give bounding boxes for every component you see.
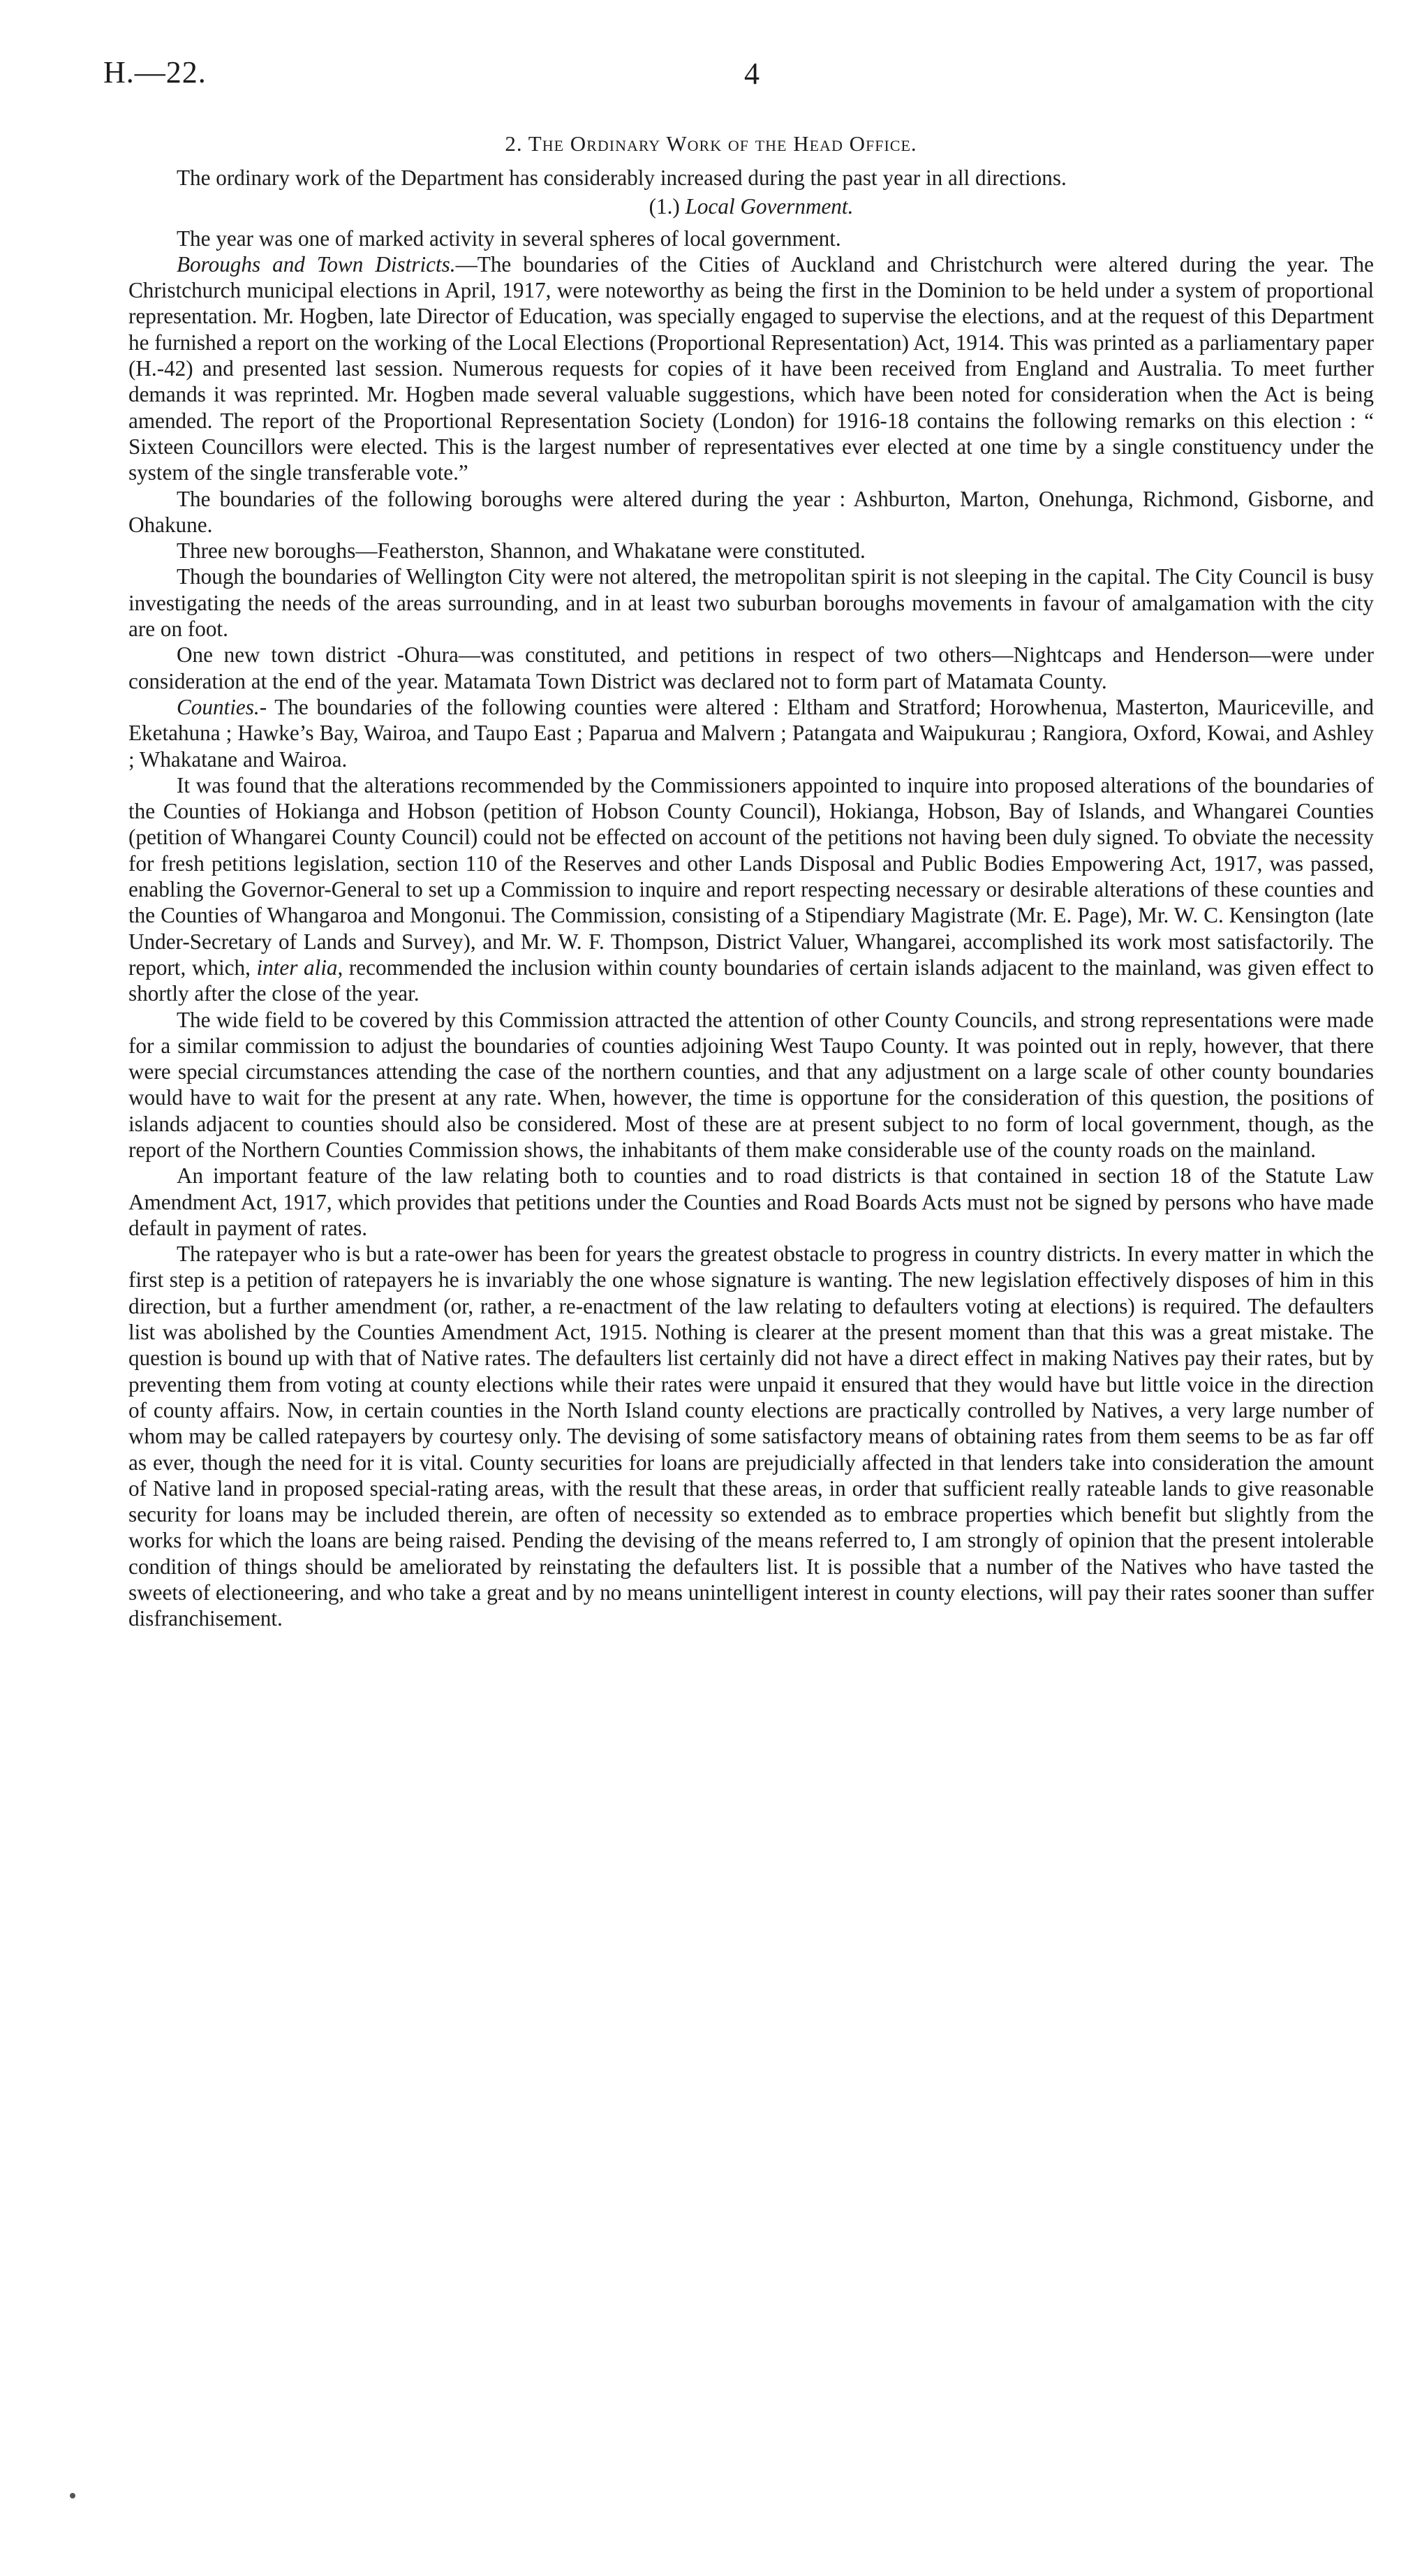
paragraph-ratepayer: The ratepayer who is but a rate-ower has been for years the greatest obstacle to progress in country districts. In every matter in which the first step is a petition of ratepayers he is invariably the one whose signature is wanting. The new legislation effectively disposes of him in this direction, but a further amendment (or, rather, a re-enactment of the law relating to defaulters voting at elections) is required. The defaulters list was abolished by the Counties Amendment Act, 1915. Nothing is clearer at the present moment than that this was a great mistake. The question is bound up with that of Native rates. The defaulters list certainly did not have a direct effect in making Natives pay their rates, but by preventing them from voting at county elections while their rates were unpaid it ensured that they would have but little voice in the direction of county affairs. Now, in certain counties in the North Island county elections are practically controlled by Natives, a very large number of whom may be called ratepayers by courtesy only. The devising of some satisfactory means of obtaining rates from them seems to be as far off as ever, though the need for it is vital. County securities for loans are prejudicially affected in that lenders take into consideration the amount of Native land in proposed special-rating areas, with the result that these areas, in order that sufficient really rateable lands to give reasonable security for loans may be included therein, are often of necessity so extended as to embrace properties which benefit but slightly from the works for which the loans are being raised. Pending the devising of the means referred to, I am strongly of opinion that the present intolerable condition of things should be ameliorated by reinstating the defaulters list. It is possible that a number of the Natives who have tasted the sweets of electioneering, and who take a great and by no means unintelligent interest in county elections, will pay their rates sooner than suffer disfranchisement. [128, 1242, 1374, 1631]
section-title: 2. The Ordinary Work of the Head Office. [505, 131, 917, 156]
body-text [128, 165, 1374, 1632]
paragraph-wide-field: The wide field to be covered by this Commission attracted the attention of other County Councils, and strong representations were made for a similar commission to adjust the boundaries of counties adjoining West Taupo County. It was pointed out in reply, however, that there were special circumstances attending the case of the northern counties, and that any adjustment on a large scale of other county boundaries would have to wait for the present at any rate. When, however, the time is opportune for the consideration of this question, the positions of islands adjacent to counties should also be considered. Most of these are at present subject to no form of local government, though, as the report of the Northern Counties Commission shows, the inhabitants of them make considerable use of the county roads on the mainland. [128, 1007, 1374, 1162]
page-number: 4 [744, 57, 760, 91]
subheading [128, 193, 1374, 219]
margin-mark [70, 2493, 75, 2498]
paragraph-statute-law: An important feature of the law relating both to counties and to road districts is that contained in section 18 of the Statute Law Amendment Act, 1917, which provides that petitions under the Counties and Road Boards Acts must not be signed by persons who have made default in payment of rates. [128, 1163, 1374, 1240]
paragraph-wellington: Though the boundaries of Wellington City were not altered, the metropolitan spirit is not sleeping in the capital. The City Council is busy investigating the needs of the areas surrounding, and in at least two suburban boroughs movements in favour of amalgamation with the city are on foot. [128, 564, 1374, 642]
subheading-label: Local Government. [685, 194, 854, 219]
paragraph-commission [128, 772, 1374, 1007]
paragraph-town-districts: One new town district -Ohura—was constituted, and petitions in respect of two others—Nightcaps and Henderson—were under consideration at the end of the year. Matamata Town District was declared not to form part of Matamata County. [128, 642, 1374, 693]
paragraph-local-government: The year was one of marked activity in several spheres of local government. [177, 226, 841, 251]
subheading-prefix: (1.) [649, 194, 686, 219]
paragraph-new-boroughs: Three new boroughs—Featherston, Shannon, and Whakatane were constituted. [177, 538, 866, 564]
intro-paragraph: The ordinary work of the Department has considerably increased during the past year in all directions. [177, 165, 1067, 190]
paragraph-text: —The boundaries of the Cities of Auckland and Christchurch were altered during the year. The Christchurch municipal elections in April, 1917, were noteworthy as being the first in the Dominion to be held under a system of proportional representation. Mr. Hogben, late Director of Education, was specially engaged to supervise the elections, and at the request of this Department he furnished a report on the working of the Local Elections (Proportional Representation) Act, 1914. This was printed as a parliamentary paper (H.-42) and presented last session. Numerous requests for copies of it have been received from England and Australia. To meet further demands it was reprinted. Mr. Hogben made several valuable suggestions, which have been noted for consideration when the Act is being amended. The report of the Proportional Representation Society (London) for 1916-18 contains the following remarks on this election : “ Sixteen Councillors were elected. This is the largest number of representatives ever elected at one time by a single constituency under the system of the single transferable vote.” [128, 251, 1374, 485]
paragraph-lead: Boroughs and Town Districts. [177, 251, 456, 277]
paragraph-boroughs-altered: The boundaries of the following boroughs were altered during the year : Ashburton, Marton, Onehunga, Richmond, Gisborne, and Ohakune. [128, 486, 1374, 537]
paragraph-text-after: , recommended the inclusion within county boundaries of certain islands adjacent to the mainland, was given effect to shortly after the close of the year. [128, 955, 1375, 1006]
paragraph-lead: Counties. [177, 694, 260, 719]
paragraph-italic-phrase: inter alia [256, 955, 338, 980]
paragraph-boroughs [128, 251, 1374, 486]
paragraph-text: - The boundaries of the following counties were altered : Eltham and Stratford; Horowhenua, Masterton, Mauriceville, and Eketahuna ; Hawke’s Bay, Wairoa, and Taupo East ; Paparua and Malvern ; Patangata and Waipukurau ; Rangiora, Oxford, Kowai, and Ashley ; Whakatane and Wairoa. [128, 694, 1374, 772]
document-id: H.—22. [103, 55, 207, 89]
paragraph-text-before: It was found that the alterations recommended by the Commissioners appointed to inquire into proposed alterations of the boundaries of the Counties of Hokianga and Hobson (petition of Hobson County Council), Hokianga, Hobson, Bay of Islands, and Whangarei Counties (petition of Whangarei County Council) could not be effected on account of the petitions not having been duly signed. To obviate the necessity for fresh petitions legislation, section 110 of the Reserves and other Lands Disposal and Public Bodies Empowering Act, 1917, was passed, enabling the Governor-General to set up a Commission to inquire and report respecting necessary or desirable alterations of these counties and the Counties of Whangaroa and Mongonui. The Commission, consisting of a Stipendiary Magistrate (Mr. E. Page), Mr. W. C. Kensington (late Under-Secretary of Lands and Survey), and Mr. W. F. Thompson, District Valuer, Whangarei, accomplished its work most satisfactorily. The report, which, [128, 772, 1374, 980]
paragraph-counties [128, 694, 1374, 772]
